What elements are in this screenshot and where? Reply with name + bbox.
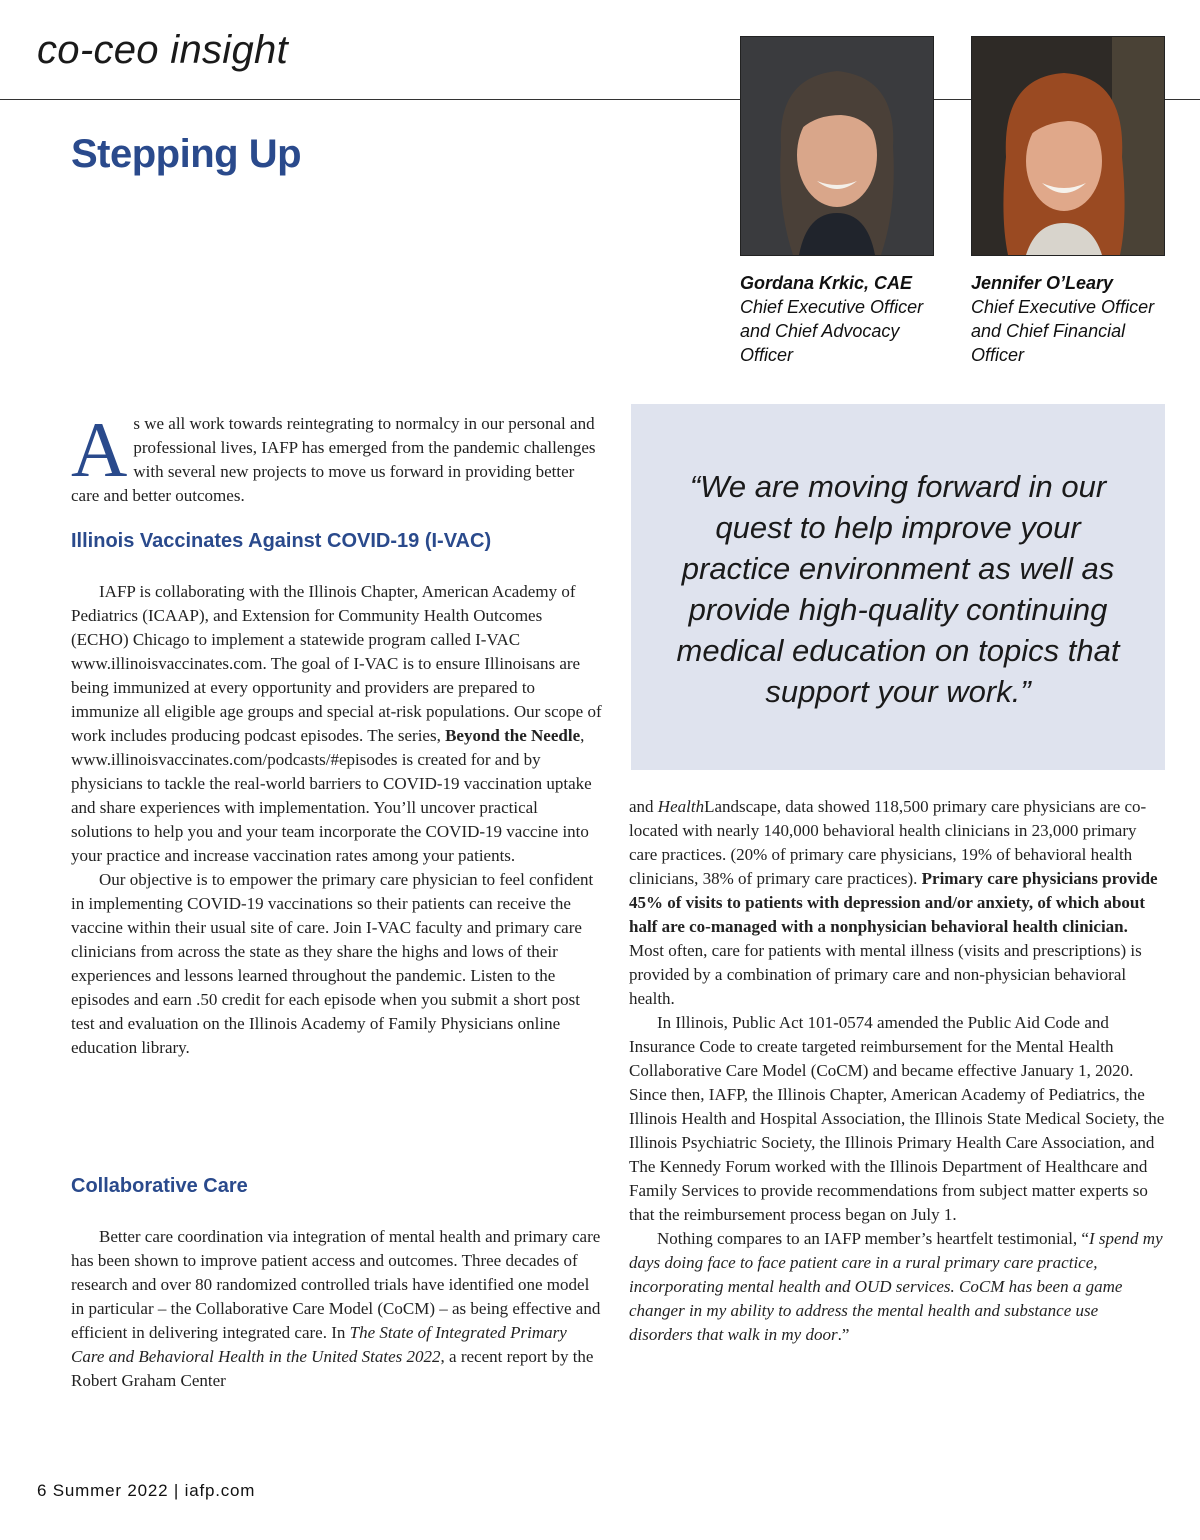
- ivac-paragraph-2: Our objective is to empower the primary care physician to feel confident in implementing COVID-19 vaccinations so their patients can receive the vaccine within their usual site of care. Join I-VAC faculty and primary care clinicians from across the state as they share the highs and lows of their experiences and lessons learned throughout the pandemic. Listen to the episodes and earn .50 credit for each episode when you submit a short post test and evaluation on the Illinois Academy of Family Physicians online education library.: [71, 870, 594, 1057]
- person-name: Gordana Krkic, CAE: [740, 273, 913, 293]
- person-name: Jennifer O’Leary: [971, 273, 1114, 293]
- podcast-series-name: Beyond the Needle: [445, 726, 581, 745]
- collaborative-care-body: [71, 1225, 601, 1393]
- right-paragraph-3: Nothing compares to an IAFP member’s heartfelt testimonial, “I spend my days doing face to face patient care in a rural primary care practice, incorporating mental health and OUD services. CoCM has been a game changer in my ability to address the mental health and substance use disorders that walk in my door.”: [629, 1229, 1163, 1344]
- right-column-body: [629, 795, 1165, 1347]
- page-title: Stepping Up: [71, 132, 302, 176]
- pull-quote-box: [631, 404, 1165, 770]
- collaborative-care-paragraph: Better care coordination via integration of mental health and primary care has been shown to improve patient access and outcomes. Three decades of research and over 80 randomized controlled trials have identified one model in particular – the Collaborative Care Model (CoCM) – as being effective and efficient in delivering integrated care. In The State of Integrated Primary Care and Behavioral Health in the United States 2022, a recent report by the Robert Graham Center: [71, 1227, 601, 1390]
- section-label: co-ceo insight: [37, 28, 288, 72]
- person-title-line: Officer: [740, 345, 794, 365]
- portrait-jennifer-oleary: [971, 36, 1165, 256]
- caption-jennifer-oleary: [971, 271, 1171, 367]
- page-footer: 6 Summer 2022 | iafp.com: [37, 1481, 256, 1500]
- caption-gordana-krkic: [740, 271, 940, 367]
- intro-paragraph: [71, 406, 601, 508]
- key-statistic: Primary care physicians provide 45% of visits to patients with depression and/or anxiety, of which about half are co-managed with a nonphysician behavioral health clinician.: [629, 869, 1158, 936]
- pull-quote: “We are moving forward in our quest to help improve your practice environment as well as provide high-quality continuing medical education on topics that support your work.”: [676, 469, 1120, 709]
- person-title-line: and Chief Advocacy: [740, 321, 900, 341]
- section-heading-ivac: Illinois Vaccinates Against COVID-19 (I-VAC): [71, 530, 492, 552]
- person-title-line: Officer: [971, 345, 1025, 365]
- person-title-line: Chief Executive Officer: [740, 297, 924, 317]
- portrait-gordana-krkic: [740, 36, 934, 256]
- drop-cap: A: [71, 406, 128, 493]
- ivac-paragraph-1: IAFP is collaborating with the Illinois Chapter, American Academy of Pediatrics (ICAAP), and Extension for Community Health Outcomes (ECHO) Chicago to implement a statewide program called I-VAC www.illinoisvaccinates.com. The goal of I-VAC is to ensure Illinoisans are being immunized at every opportunity and providers are prepared to immunize all eligible age groups and special at-risk populations. Our scope of work includes producing podcast episodes. The series, Beyond the Needle, www.illinoisvaccinates.com/podcasts/#episodes is created for and by physicians to tackle the real-world barriers to COVID-19 vaccination uptake and share experiences with implementation. You’ll uncover practical solutions to help you and your team incorporate the COVID-19 vaccine into your practice and increase vaccination rates among your patients.: [71, 582, 602, 865]
- member-testimonial: I spend my days doing face to face patient care in a rural primary care practice, incorporating mental health and OUD services. CoCM has been a game changer in my ability to address the mental health and substance use disorders that walk in my door: [629, 1229, 1163, 1344]
- right-paragraph-1: and HealthLandscape, data showed 118,500 primary care physicians are co-located with nearly 140,000 behavioral health clinicians in 23,000 primary care practices. (20% of primary care physicians, 19% of behavioral health clinicians, 38% of primary care practices). Primary care physicians provide 45% of visits to patients with depression and/or anxiety, of which about half are co-managed with a nonphysician behavioral health clinician. Most often, care for patients with mental illness (visits and prescriptions) is provided by a combination of primary care and non-physician behavioral health.: [629, 797, 1158, 1008]
- right-paragraph-2: In Illinois, Public Act 101-0574 amended the Public Aid Code and Insurance Code to create targeted reimbursement for the Mental Health Collaborative Care Model (CoCM) and became effective January 1, 2020. Since then, IAFP, the Illinois Chapter, American Academy of Pediatrics, the Illinois Health and Hospital Association, the Illinois State Medical Society, the Illinois Psychiatric Society, the Illinois Primary Health Care Association, and The Kennedy Forum worked with the Illinois Department of Healthcare and Family Services to provide recommendations from subject matter experts so that the reimbursement process began on July 1.: [629, 1013, 1165, 1224]
- person-title-line: and Chief Financial: [971, 321, 1126, 341]
- person-title-line: Chief Executive Officer: [971, 297, 1155, 317]
- intro-text: s we all work towards reintegrating to normalcy in our personal and professional lives, IAFP has emerged from the pandemic challenges with several new projects to move us forward in providing better care and better outcomes.: [71, 414, 596, 505]
- section-heading-collaborative-care: Collaborative Care: [71, 1175, 248, 1197]
- ivac-body: [71, 580, 603, 1060]
- report-title: The State of Integrated Primary Care and Behavioral Health in the United States 2022: [71, 1323, 567, 1366]
